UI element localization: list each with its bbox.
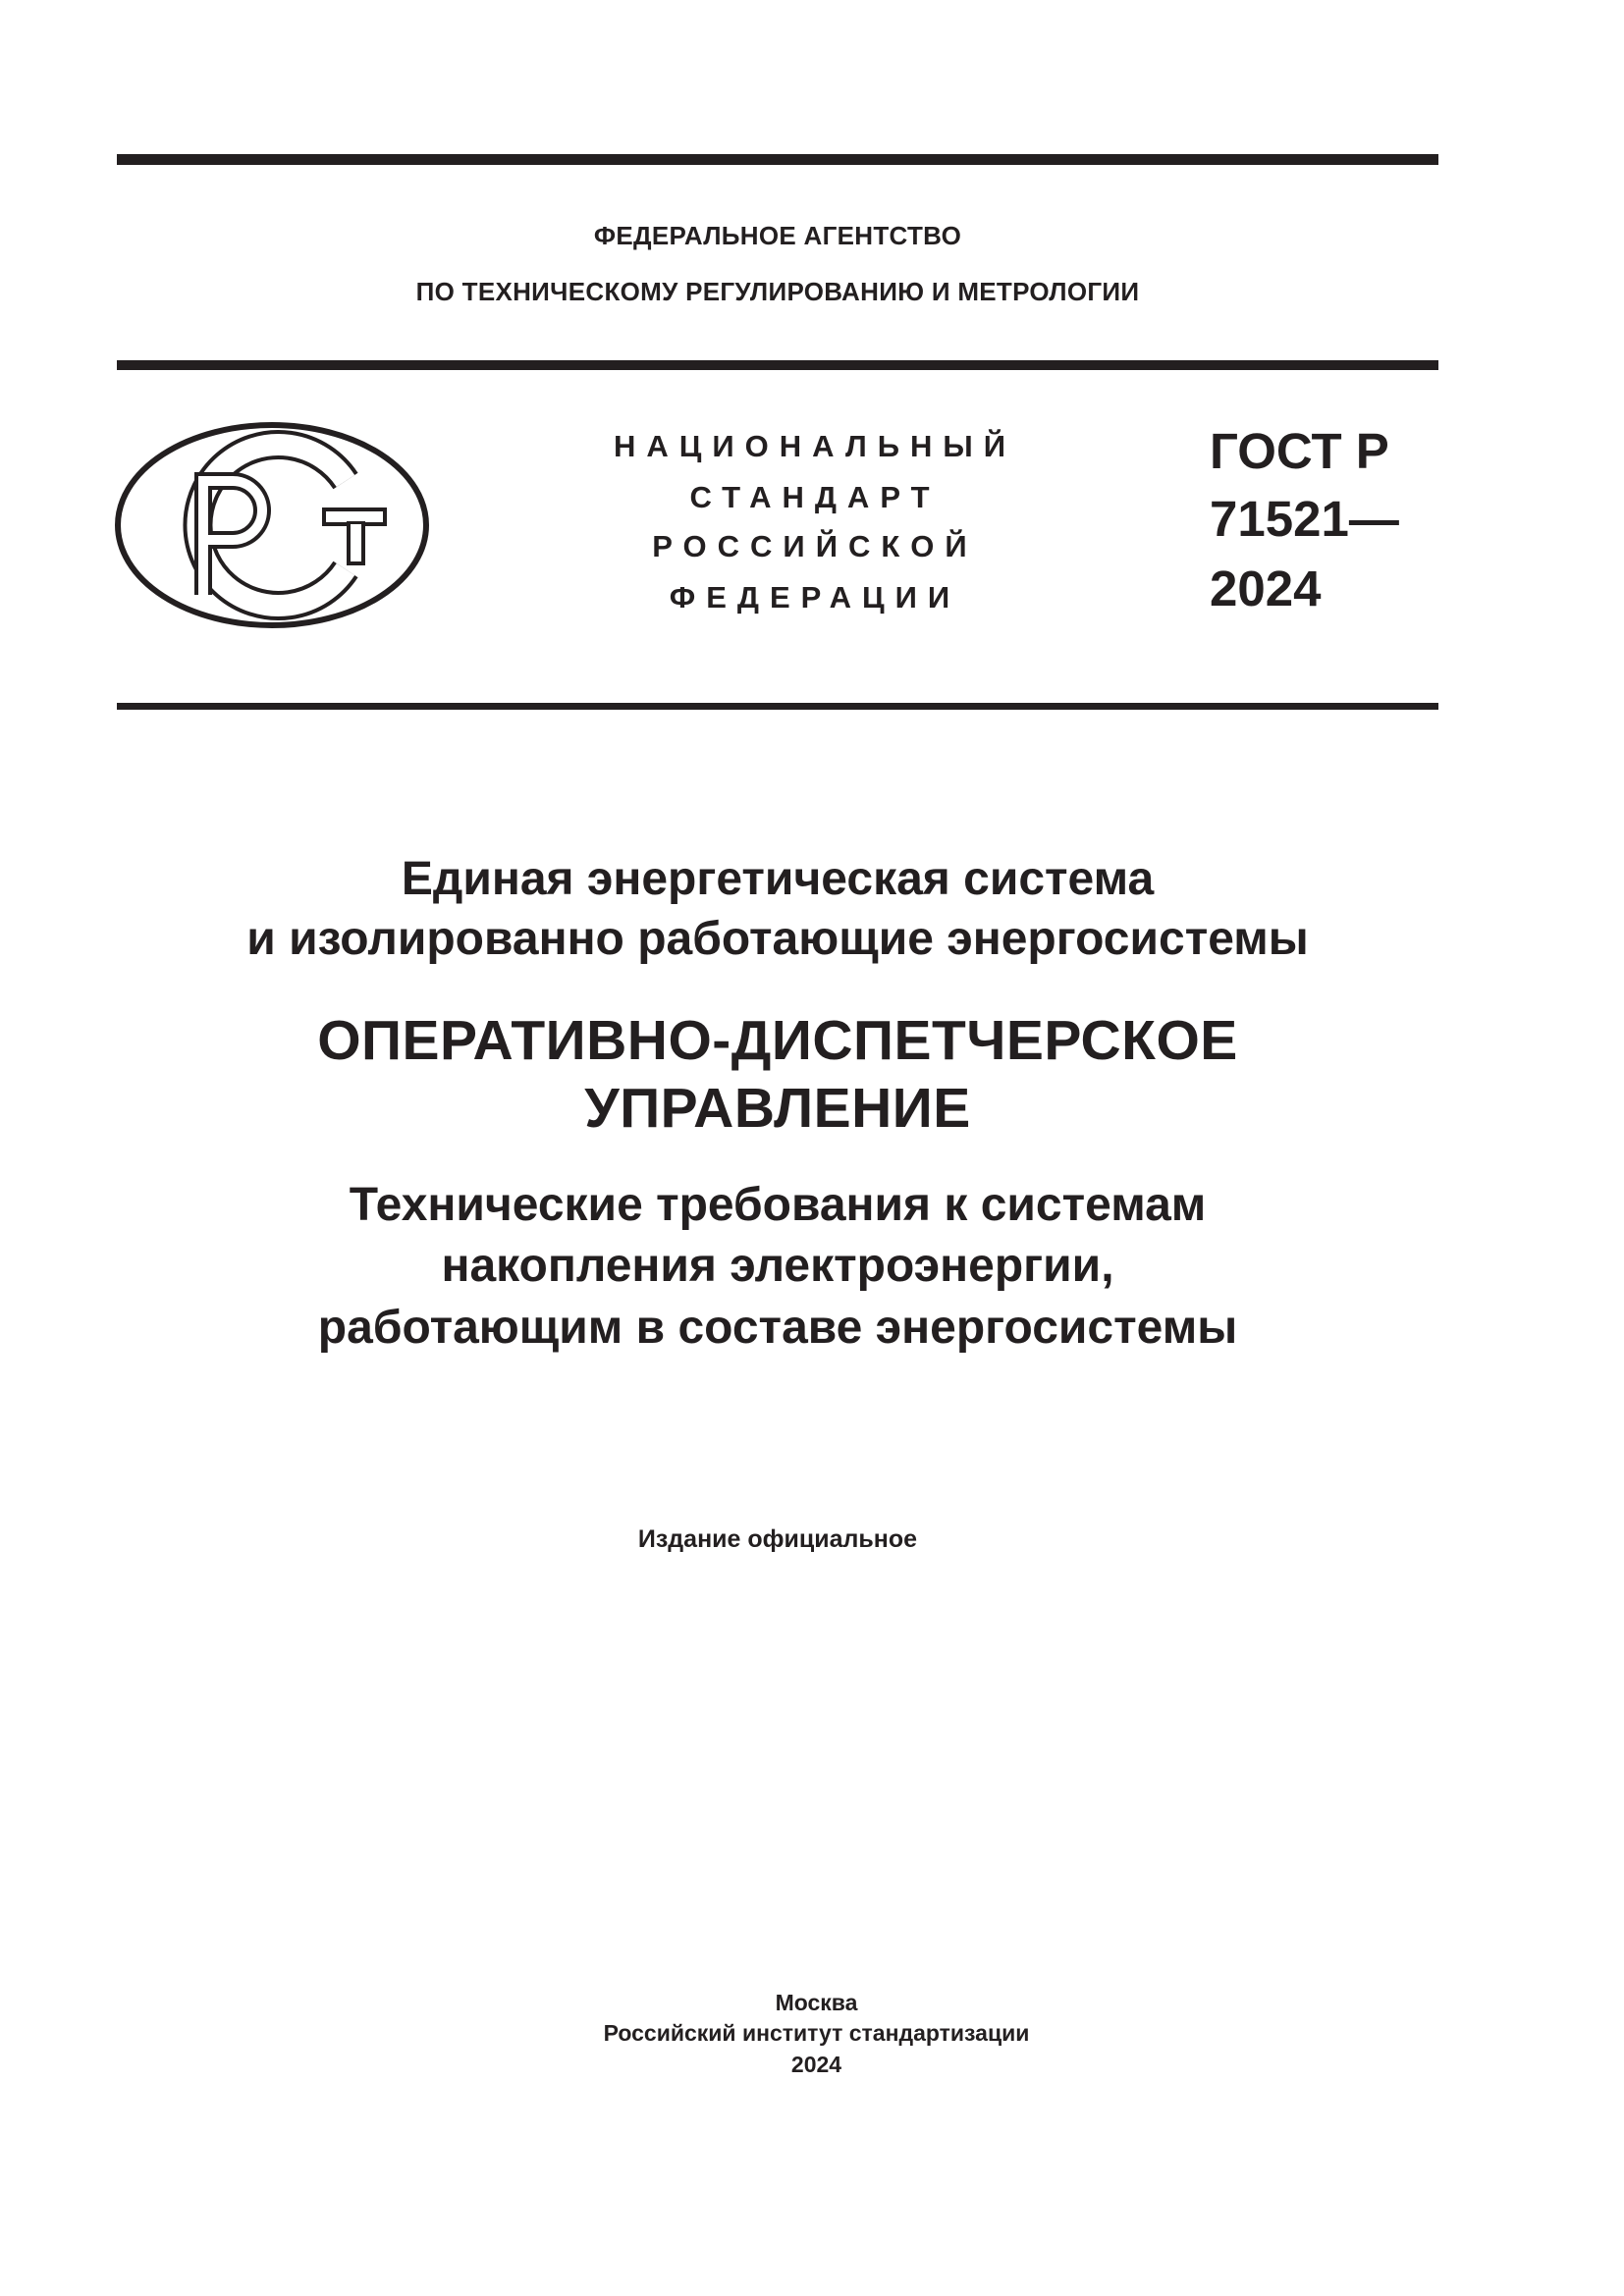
imprint-year: 2024 [790,2052,842,2077]
specific-title-line-1: Технические требования к системам [349,1179,1207,1231]
standard-designation-line-2: 71521— [1210,491,1399,547]
bottom-rule [117,703,1438,710]
standard-designation-line-3: 2024 [1210,561,1322,616]
agency-name-line-2: ПО ТЕХНИЧЕСКОМУ РЕГУЛИРОВАНИЮ И МЕТРОЛОГИИ [415,277,1140,306]
standard-type-line-1: НАЦИОНАЛЬНЫЙ [613,429,1017,463]
imprint-publisher: Российский институт стандартизации [603,2020,1030,2046]
rst-certification-mark-icon [113,420,431,630]
agency-name-line-1: ФЕДЕРАЛЬНОЕ АГЕНТСТВО [593,221,962,250]
standard-type-line-2: СТАНДАРТ [689,480,941,514]
main-title-line-1: ОПЕРАТИВНО-ДИСПЕТЧЕРСКОЕ [317,1009,1238,1072]
general-title-line-1: Единая энергетическая система [401,853,1155,905]
specific-title-line-2: накопления электроэнергии, [441,1240,1114,1292]
imprint-city: Москва [775,1990,858,2015]
standard-type-line-3: РОССИЙСКОЙ [652,529,978,563]
standard-designation-line-1: ГОСТ Р [1210,423,1389,479]
main-title-line-2: УПРАВЛЕНИЕ [584,1077,971,1140]
specific-title-line-3: работающим в составе энергосистемы [317,1302,1238,1354]
general-title-line-2: и изолированно работающие энергосистемы [246,913,1309,965]
top-rule [117,154,1438,165]
edition-label: Издание официальное [637,1525,918,1553]
middle-rule [117,360,1438,370]
standard-type-line-4: ФЕДЕРАЦИИ [669,580,961,614]
